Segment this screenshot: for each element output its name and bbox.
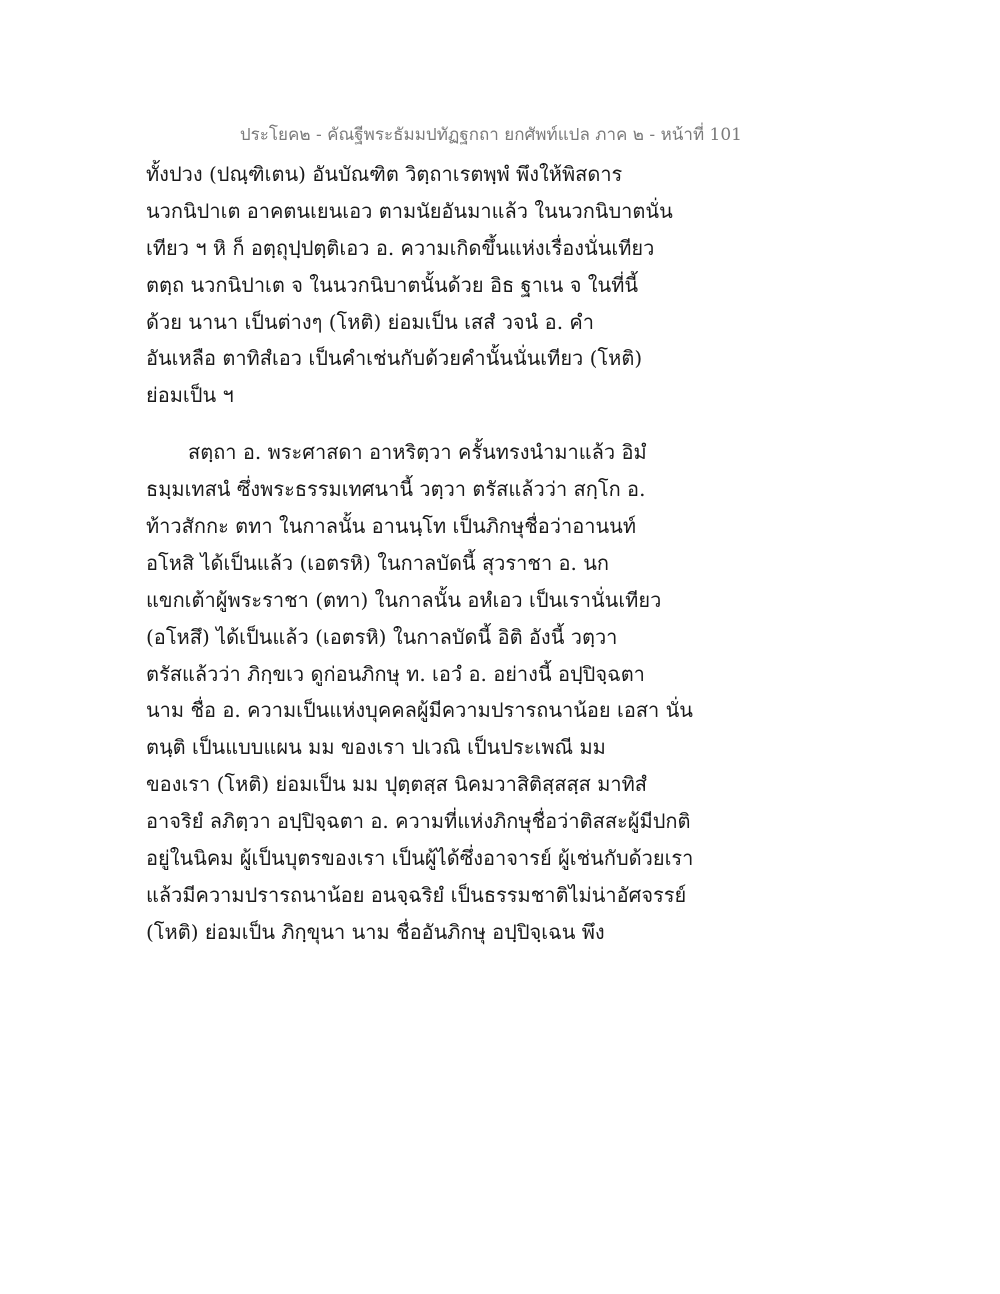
text-line: ตรัสแล้วว่า ภิกฺขเว ดูก่อนภิกษุ ท. เอวํ อ. อย่างนี้ อปฺปิจฺฉตา [146,661,645,686]
text-line: ตนฺติ เป็นแบบแผน มม ของเรา ปเวณิ เป็นประเพณี มม [146,735,606,760]
text-line: ธมฺมเทสนํ ซึ่งพระธรรมเทศนานี้ วตฺวา ตรัสแล้วว่า สกฺโก อ. [146,477,646,502]
text-line: (อโหสึ) ได้เป็นแล้ว (เอตรหิ) ในกาลบัดนี้ อิติ อังนี้ วตฺวา [146,624,618,649]
text-line: อาจริยํ ลภิตฺวา อปฺปิจฺฉตา อ. ความที่แห่งภิกษุชื่อว่าติสสะผู้มีปกติ [146,809,691,834]
text-line: อโหสิ ได้เป็นแล้ว (เอตรหิ) ในกาลบัดนี้ สุวราชา อ. นก [146,550,610,575]
text-line: อยู่ในนิคม ผู้เป็นบุตรของเรา เป็นผู้ได้ซึ่งอาจารย์ ผู้เช่นกับด้วยเรา [146,846,694,871]
text-line: แล้วมีความปรารถนาน้อย อนจฺฉริยํ เป็นธรรมชาติไม่น่าอัศจรรย์ [146,882,687,907]
document-body [146,156,706,951]
paragraph-gap [146,414,706,434]
text-line: ของเรา (โหติ) ย่อมเป็น มม ปุตฺตสฺส นิคมวาสิติสฺสสฺส มาทิสํ [146,772,648,797]
paragraph-1 [146,156,706,414]
text-line: นาม ชื่อ อ. ความเป็นแห่งบุคคลผู้มีความปรารถนาน้อย เอสา นั่น [146,698,693,723]
text-line: ทั้งปวง (ปณฺฑิเตน) อันบัณฑิต วิตฺถาเรตพฺพํ พึงให้พิสดาร [146,162,623,186]
text-line: แขกเต้าผู้พระราชา (ตทา) ในกาลนั้น อหํเอว เป็นเรานั่นเทียว [146,587,662,612]
text-line: ตตฺถ นวกนิปาเต จ ในนวกนิบาตนั้นด้วย อิธ ฐาเน จ ในที่นี้ [146,272,639,297]
text-line: ท้าวสักกะ ตทา ในกาลนั้น อานนฺโท เป็นภิกษุชื่อว่าอานนท์ [146,514,637,539]
text-line: (โหติ) ย่อมเป็น ภิกฺขุนา นาม ชื่ออันภิกษุ อปฺปิจฺเฉน พึง [146,919,605,944]
text-line: อันเหลือ ตาทิสํเอว เป็นคำเช่นกับด้วยคำนั้นนั่นเทียว (โหติ) [146,346,643,371]
text-line: เทียว ฯ หิ ก็ อตฺถุปฺปตฺติเอว อ. ความเกิดขึ้นแห่งเรื่องนั่นเทียว [146,235,655,260]
text-line: นวกนิปาเต อาคตนเยนเอว ตามนัยอันมาแล้ว ในนวกนิบาตนั่น [146,198,673,223]
text-line: สตฺถา อ. พระศาสดา อาหริตฺวา ครั้นทรงนำมาแล้ว อิมํ [188,440,647,465]
paragraph-2 [146,434,706,950]
text-line: ย่อมเป็น ฯ [146,383,234,408]
page-header: ประโยค๒ - คัณฐีพระธัมมปทัฏฐกถา ยกศัพท์แปล ภาค ๒ - หน้าที่ 101 [239,125,742,145]
text-line: ด้วย นานา เป็นต่างๆ (โหติ) ย่อมเป็น เสสํ วจนํ อ. คำ [146,309,595,334]
